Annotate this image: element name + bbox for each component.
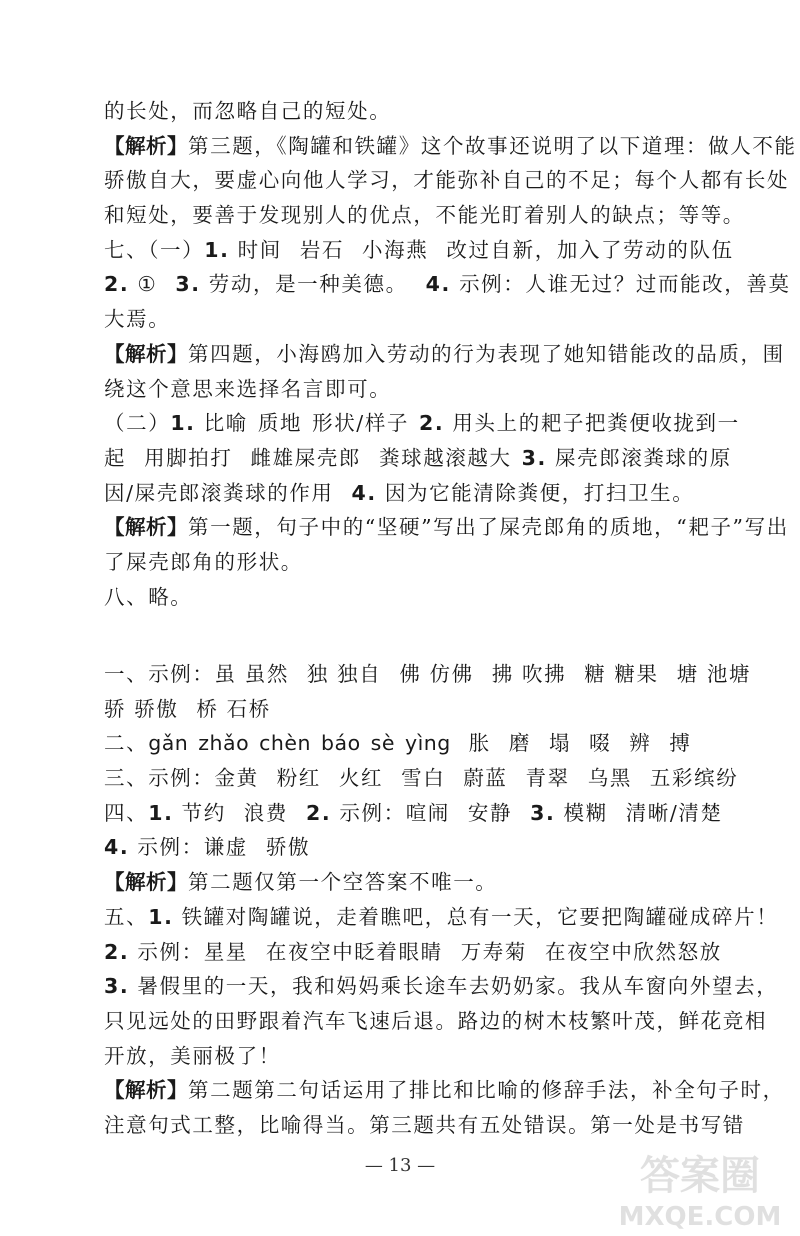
answer-text: 劳动，是一种美德。 <box>208 272 408 297</box>
text-line <box>104 372 704 407</box>
svg-text:MXQE.COM: MXQE.COM <box>618 1202 782 1230</box>
item-number: 2. <box>104 272 130 297</box>
item-number: 4. <box>425 272 451 297</box>
line-text: 注意句式工整，比喻得当。第三题共有五处错误。第一处是书写错 <box>104 1112 745 1137</box>
answer-text: 磨 <box>508 731 531 756</box>
answer-text: 示例：谦虚 <box>137 835 248 860</box>
answer-text: 拂 吹拂 <box>491 662 567 686</box>
line-text: 骄傲自大，要虚心向他人学习，才能弥补自己的不足；每个人都有长处 <box>104 168 790 193</box>
item-number: 1. <box>204 237 230 262</box>
line-text: 大焉。 <box>104 307 171 332</box>
answer-text: 示例：人谁无过？过而能改，善莫 <box>459 272 791 297</box>
item-number: 3. <box>104 974 130 999</box>
answer-text: 糖 糖果 <box>584 662 659 686</box>
line-text: 了屎壳郎角的形状。 <box>104 549 303 574</box>
analysis-tag: 【解析】 <box>104 133 188 158</box>
text-line <box>104 1004 767 1039</box>
analysis-tag: 【解析】 <box>104 870 188 895</box>
text-line <box>104 163 790 198</box>
answer-line <box>104 935 722 970</box>
answer-line <box>104 830 704 865</box>
section-label: 二、 <box>104 731 149 756</box>
answer-line-3 <box>104 761 739 796</box>
answer-text: 雪白 <box>401 766 446 791</box>
item-number: 3. <box>521 445 547 470</box>
item-number: 1. <box>170 411 196 436</box>
answer-text: 粪球越滚越大 <box>379 445 512 470</box>
answer-text: 暑假里的一天，我和妈妈乘长途车去奶奶家。我从车窗向外望去， <box>137 974 779 999</box>
text-line <box>104 198 745 233</box>
pinyin-answer: zhǎo <box>198 731 250 756</box>
analysis-line <box>104 510 789 545</box>
pinyin-answer: chèn <box>259 731 312 756</box>
answer-text: 金黄 <box>214 766 259 791</box>
answer-text: 桥 石桥 <box>196 696 271 721</box>
answer-line-7 <box>104 233 734 268</box>
analysis-line <box>104 129 797 164</box>
answer-line <box>104 441 732 476</box>
section-label: 四、 <box>104 800 149 825</box>
line-text: 第三题，《陶罐和铁罐》这个故事还说明了以下道理：做人不能 <box>188 133 797 158</box>
answer-text: 五彩缤纷 <box>649 766 739 791</box>
answer-text: 万寿菊 <box>460 939 528 964</box>
answer-text: 清晰/清楚 <box>625 800 723 825</box>
text-line <box>104 580 704 615</box>
pinyin-answer: sè <box>370 731 395 756</box>
line-text: 八、略。 <box>104 584 193 609</box>
section-label: 七、（一） <box>104 237 205 262</box>
line-text: 第一题，句子中的“坚硬”写出了屎壳郎角的质地，“耙子”写出 <box>188 515 789 540</box>
line-text: 第二题仅第一个空答案不唯一。 <box>188 870 498 895</box>
answer-line <box>104 267 791 302</box>
line-text: 第二题第二句话运用了排比和比喻的修辞手法，补全句子时， <box>188 1078 785 1103</box>
analysis-line <box>104 337 785 372</box>
text-line <box>104 545 704 580</box>
pinyin-answer: yìng <box>404 731 451 756</box>
answer-text: 节约 <box>181 800 226 825</box>
answer-text: 乌黑 <box>587 766 632 791</box>
item-number: 1. <box>148 904 174 929</box>
answer-text: 模糊 <box>563 800 608 825</box>
line-text: 绕这个意思来选择名言即可。 <box>104 376 392 401</box>
text-line <box>104 1039 704 1074</box>
answer-line <box>104 692 704 727</box>
svg-text:答案圈: 答案圈 <box>640 1153 760 1199</box>
item-number: 2. <box>306 800 332 825</box>
analysis-tag: 【解析】 <box>104 515 188 540</box>
item-number: 4. <box>104 835 130 860</box>
answer-text: 粉红 <box>276 766 321 791</box>
pinyin-answer: báo <box>321 731 361 756</box>
analysis-line <box>104 865 704 900</box>
item-number: 2. <box>104 939 130 964</box>
answer-text: 骄傲 <box>265 835 311 860</box>
answer-page <box>104 94 797 1143</box>
answer-text: 时间 <box>237 237 282 262</box>
answer-text: 啜 <box>589 731 612 756</box>
answer-text: 蔚蓝 <box>463 766 508 791</box>
item-number: 2. <box>419 411 445 436</box>
answer-text: 用脚拍打 <box>144 445 233 470</box>
section-label: 三、示例： <box>104 766 215 791</box>
analysis-tag: 【解析】 <box>104 341 188 366</box>
analysis-line <box>104 1073 785 1108</box>
answer-text: 辨 <box>629 731 652 756</box>
answer-line-1 <box>104 657 752 692</box>
answer-text: 形状/样子 <box>312 411 410 436</box>
answer-line <box>104 406 740 441</box>
answer-text: 用头上的耙子把粪便收拢到一 <box>452 411 740 436</box>
answer-text: 胀 <box>468 731 491 756</box>
answer-text: 在夜空中欣然怒放 <box>545 939 722 964</box>
analysis-tag: 【解析】 <box>104 1078 188 1103</box>
line-text: 只见远处的田野跟着汽车飞速后退。路边的树木枝繁叶茂，鲜花竞相 <box>104 1008 767 1033</box>
answer-line <box>104 969 779 1004</box>
answer-text: 青翠 <box>525 766 570 791</box>
answer-text: 佛 仿佛 <box>399 662 474 686</box>
answer-text: 搏 <box>669 731 692 756</box>
section-label: 五、 <box>104 904 149 929</box>
item-number: 4. <box>351 480 377 505</box>
answer-text: 改过自新，加入了劳动的队伍 <box>446 237 734 262</box>
line-text: 开放，美丽极了！ <box>104 1043 281 1068</box>
section-label: （二） <box>104 411 171 436</box>
answer-text: ① <box>137 272 158 297</box>
answer-text: 火红 <box>338 766 384 791</box>
page-number: — 13 — <box>364 1155 436 1176</box>
answer-text: 浪费 <box>243 800 288 825</box>
answer-text: 塌 <box>549 731 572 756</box>
answer-text: 岩石 <box>299 237 345 262</box>
answer-text: 在夜空中眨着眼睛 <box>265 939 443 964</box>
answer-line-5 <box>104 900 779 935</box>
answer-text: 铁罐对陶罐说，走着瞧吧，总有一天，它要把陶罐碰成碎片！ <box>181 904 779 929</box>
answer-text: 示例：喧闹 <box>339 800 450 825</box>
answer-text: 独 独自 <box>306 662 382 686</box>
line-text: 第四题，小海鸥加入劳动的行为表现了她知错能改的品质，围 <box>188 341 785 366</box>
text-line <box>104 94 704 129</box>
answer-text: 质地 <box>257 411 303 436</box>
answer-line-4 <box>104 796 723 831</box>
answer-text: 因为它能清除粪便，打扫卫生。 <box>384 480 695 505</box>
answer-text: 骄 骄傲 <box>104 696 179 721</box>
line-text: 的长处，而忽略自己的短处。 <box>104 99 392 123</box>
answer-text: 雌雄屎壳郎 <box>250 445 362 470</box>
item-number: 1. <box>148 800 174 825</box>
item-number: 3. <box>175 272 201 297</box>
answer-text: 小海燕 <box>362 237 429 262</box>
answer-text: 安静 <box>467 800 513 825</box>
section-heading <box>104 620 704 655</box>
text-line <box>104 1108 745 1143</box>
pinyin-answer: gǎn <box>148 731 189 756</box>
answer-text: 因/屎壳郎滚粪球的作用 <box>104 480 334 505</box>
line-text: 和短处，要善于发现别人的优点，不能光盯着别人的缺点；等等。 <box>104 203 745 228</box>
answer-text: 起 <box>104 445 127 470</box>
answer-line-2 <box>104 726 704 761</box>
section-label: 一、示例： <box>104 662 215 686</box>
answer-text: 比喻 <box>203 411 248 436</box>
answer-text: 示例：星星 <box>137 939 248 964</box>
answer-text: 屎壳郎滚粪球的原 <box>555 445 732 470</box>
answer-text: 虽 虽然 <box>214 662 289 686</box>
answer-line <box>104 476 704 511</box>
text-line <box>104 302 704 337</box>
item-number: 3. <box>530 800 556 825</box>
answer-text: 塘 池塘 <box>676 662 752 686</box>
